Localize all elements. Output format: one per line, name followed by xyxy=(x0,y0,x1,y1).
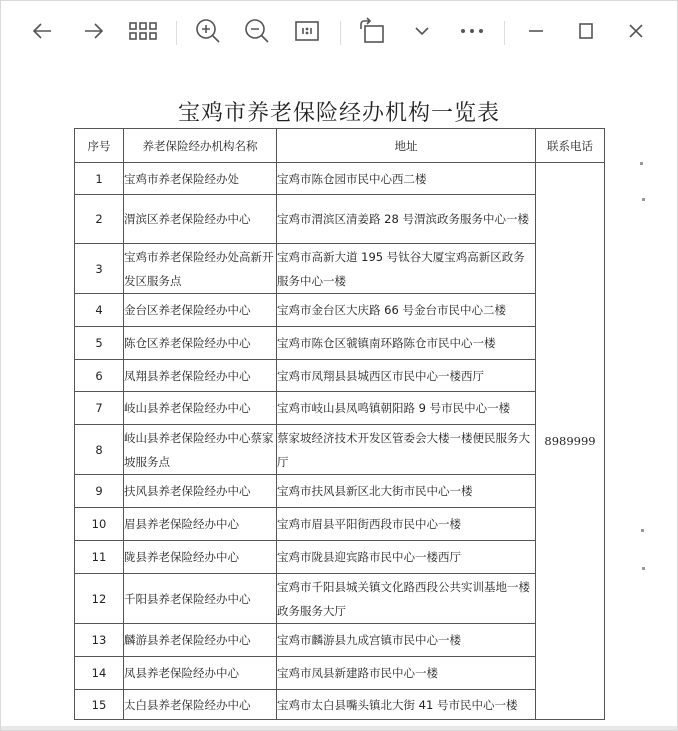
institution-address: 宝鸡市扶风县新区北大街市民中心一楼 xyxy=(277,475,536,508)
row-number: 8 xyxy=(75,425,124,475)
row-number: 13 xyxy=(75,624,124,657)
table-row xyxy=(75,163,605,195)
toolbar xyxy=(1,1,677,61)
table-row xyxy=(75,624,605,657)
zoom-out-icon xyxy=(244,18,270,44)
minimize-icon xyxy=(526,21,546,41)
row-number: 4 xyxy=(75,294,124,327)
institution-name: 陈仓区养老保险经办中心 xyxy=(124,327,277,360)
table-row xyxy=(75,195,605,244)
row-number: 3 xyxy=(75,244,124,294)
institution-address: 宝鸡市眉县平阳街西段市民中心一楼 xyxy=(277,508,536,541)
maximize-button[interactable] xyxy=(570,15,602,47)
row-number: 2 xyxy=(75,195,124,244)
institution-name: 扶风县养老保险经办中心 xyxy=(124,475,277,508)
scan-speck xyxy=(640,162,643,165)
window-bottom-edge xyxy=(1,726,677,730)
institution-name: 金台区养老保险经办中心 xyxy=(124,294,277,327)
table-row xyxy=(75,690,605,720)
institution-name: 凤县养老保险经办中心 xyxy=(124,657,277,690)
actual-size-button[interactable] xyxy=(291,15,323,47)
row-number: 11 xyxy=(75,541,124,574)
row-number: 6 xyxy=(75,360,124,392)
row-number: 7 xyxy=(75,392,124,425)
row-number: 5 xyxy=(75,327,124,360)
institution-address: 宝鸡市陈仓区虢镇南环路陈仓市民中心一楼 xyxy=(277,327,536,360)
institution-address: 宝鸡市高新大道 195 号钛谷大厦宝鸡高新区政务服务中心一楼 xyxy=(277,244,536,294)
row-number: 15 xyxy=(75,690,124,720)
institution-address: 宝鸡市金台区大庆路 66 号金台市民中心二楼 xyxy=(277,294,536,327)
zoom-in-button[interactable] xyxy=(192,15,224,47)
row-number: 12 xyxy=(75,574,124,624)
zoom-out-button[interactable] xyxy=(241,15,273,47)
institutions-table xyxy=(74,128,605,720)
institution-name: 麟游县养老保险经办中心 xyxy=(124,624,277,657)
header-name: 养老保险经办机构名称 xyxy=(124,129,277,163)
institution-name: 宝鸡市养老保险经办处高新开发区服务点 xyxy=(124,244,277,294)
toolbar-separator xyxy=(504,21,505,45)
close-icon xyxy=(626,21,646,41)
institution-address: 宝鸡市麟游县九成宫镇市民中心一楼 xyxy=(277,624,536,657)
actual-size-icon xyxy=(294,19,320,43)
close-button[interactable] xyxy=(620,15,652,47)
institution-address: 宝鸡市陇县迎宾路市民中心一楼西厅 xyxy=(277,541,536,574)
scan-speck xyxy=(641,529,644,532)
arrow-left-icon xyxy=(31,19,55,43)
institution-name: 凤翔县养老保险经办中心 xyxy=(124,360,277,392)
header-address: 地址 xyxy=(277,129,536,163)
institution-address: 宝鸡市凤县新建路市民中心一楼 xyxy=(277,657,536,690)
rotate-icon xyxy=(358,17,386,45)
scan-speck xyxy=(642,567,645,570)
institution-address: 宝鸡市千阳县城关镇文化路西段公共实训基地一楼政务服务大厅 xyxy=(277,574,536,624)
more-dropdown-button[interactable] xyxy=(406,15,438,47)
table-row xyxy=(75,244,605,294)
row-number: 10 xyxy=(75,508,124,541)
ellipsis-icon xyxy=(459,26,485,36)
row-number: 14 xyxy=(75,657,124,690)
institution-name: 岐山县养老保险经办中心 xyxy=(124,392,277,425)
table-row xyxy=(75,657,605,690)
minimize-button[interactable] xyxy=(520,15,552,47)
scan-speck xyxy=(642,198,645,201)
thumbnails-button[interactable] xyxy=(127,15,159,47)
toolbar-separator xyxy=(340,21,341,45)
contact-phone: 8989999 xyxy=(536,163,605,720)
rotate-button[interactable] xyxy=(356,15,388,47)
table-row xyxy=(75,475,605,508)
table-row xyxy=(75,392,605,425)
table-row xyxy=(75,508,605,541)
institution-address: 宝鸡市渭滨区清姜路 28 号渭滨政务服务中心一楼 xyxy=(277,195,536,244)
institution-name: 宝鸡市养老保险经办处 xyxy=(124,163,277,195)
institution-name: 眉县养老保险经办中心 xyxy=(124,508,277,541)
institution-address: 宝鸡市凤翔县县城西区市民中心一楼西厅 xyxy=(277,360,536,392)
institution-name: 太白县养老保险经办中心 xyxy=(124,690,277,720)
document-title: 宝鸡市养老保险经办机构一览表 xyxy=(177,101,500,126)
institution-address: 蔡家坡经济技术开发区管委会大楼一楼便民服务大厅 xyxy=(277,425,536,475)
table-row xyxy=(75,327,605,360)
toolbar-separator xyxy=(176,21,177,45)
maximize-icon xyxy=(576,21,596,41)
forward-button[interactable] xyxy=(77,15,109,47)
back-button[interactable] xyxy=(27,15,59,47)
institution-name: 千阳县养老保险经办中心 xyxy=(124,574,277,624)
table-row xyxy=(75,294,605,327)
institution-address: 宝鸡市太白县嘴头镇北大街 41 号市民中心一楼 xyxy=(277,690,536,720)
table-row xyxy=(75,425,605,475)
zoom-in-icon xyxy=(195,18,221,44)
table-row xyxy=(75,574,605,624)
arrow-right-icon xyxy=(81,19,105,43)
institution-address: 宝鸡市陈仓园市民中心西二楼 xyxy=(277,163,536,195)
chevron-down-icon xyxy=(412,21,432,41)
institution-name: 陇县养老保险经办中心 xyxy=(124,541,277,574)
header-phone: 联系电话 xyxy=(536,129,605,163)
grid-icon xyxy=(128,19,158,43)
table-row xyxy=(75,360,605,392)
row-number: 9 xyxy=(75,475,124,508)
header-no: 序号 xyxy=(75,129,124,163)
row-number: 1 xyxy=(75,163,124,195)
more-button[interactable] xyxy=(456,15,488,47)
institution-name: 岐山县养老保险经办中心蔡家坡服务点 xyxy=(124,425,277,475)
institution-address: 宝鸡市岐山县凤鸣镇朝阳路 9 号市民中心一楼 xyxy=(277,392,536,425)
institution-name: 渭滨区养老保险经办中心 xyxy=(124,195,277,244)
table-row xyxy=(75,541,605,574)
table-header-row xyxy=(75,129,605,163)
